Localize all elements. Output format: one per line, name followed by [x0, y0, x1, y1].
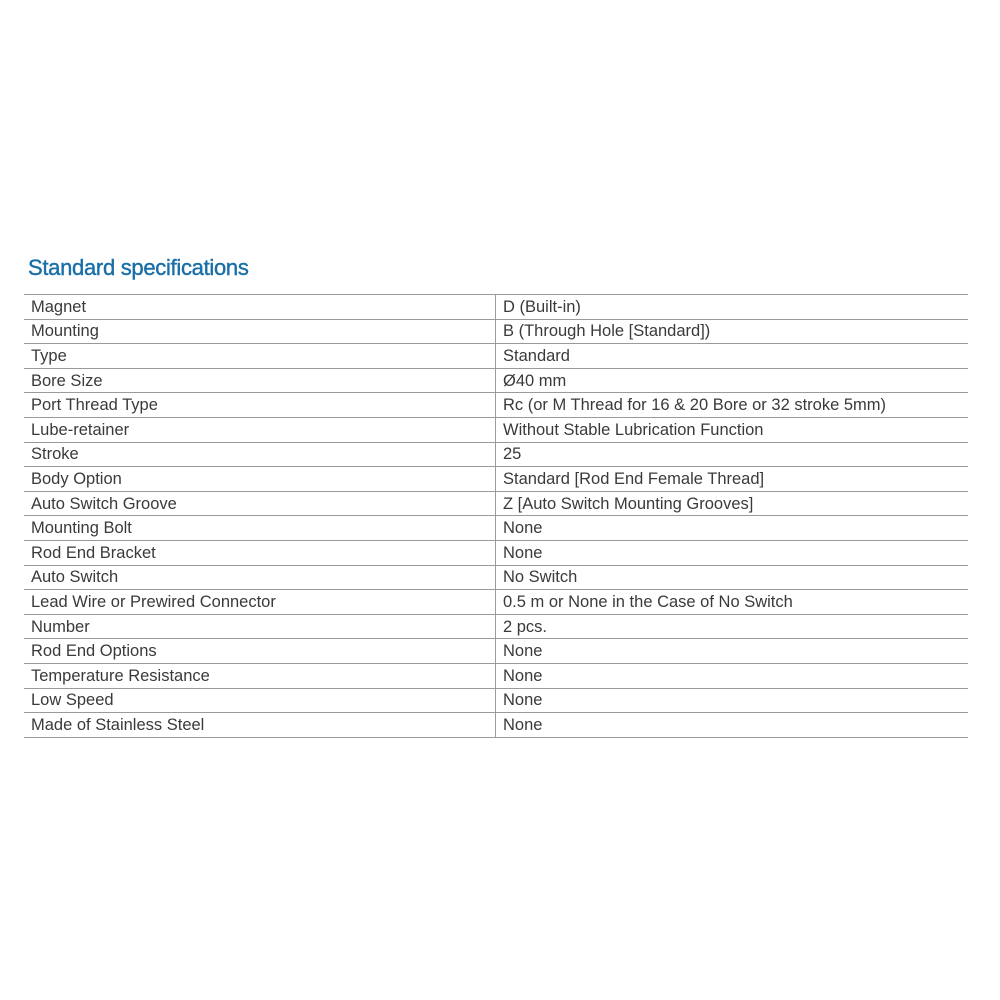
- spec-label: Auto Switch Groove: [24, 491, 496, 516]
- table-row: [24, 295, 968, 320]
- spec-value: B (Through Hole [Standard]): [496, 319, 969, 344]
- spec-value: 2 pcs.: [496, 614, 969, 639]
- spec-label: Type: [24, 344, 496, 369]
- spec-value: Ø40 mm: [496, 368, 969, 393]
- spec-value: 25: [496, 442, 969, 467]
- spec-label: Lead Wire or Prewired Connector: [24, 590, 496, 615]
- spec-label: Bore Size: [24, 368, 496, 393]
- spec-label: Auto Switch: [24, 565, 496, 590]
- table-row: [24, 319, 968, 344]
- spec-label: Magnet: [24, 295, 496, 320]
- spec-value: None: [496, 663, 969, 688]
- table-row: [24, 368, 968, 393]
- spec-value: Z [Auto Switch Mounting Grooves]: [496, 491, 969, 516]
- table-row: [24, 713, 968, 738]
- table-row: [24, 516, 968, 541]
- spec-table: [24, 294, 968, 738]
- spec-label: Mounting: [24, 319, 496, 344]
- spec-label: Temperature Resistance: [24, 663, 496, 688]
- spec-label: Rod End Options: [24, 639, 496, 664]
- spec-value: Without Stable Lubrication Function: [496, 417, 969, 442]
- table-row: [24, 639, 968, 664]
- table-row: [24, 614, 968, 639]
- spec-value: Rc (or M Thread for 16 & 20 Bore or 32 stroke 5mm): [496, 393, 969, 418]
- spec-value: Standard [Rod End Female Thread]: [496, 467, 969, 492]
- spec-table-body: [24, 295, 968, 738]
- spec-label: Body Option: [24, 467, 496, 492]
- spec-label: Low Speed: [24, 688, 496, 713]
- table-row: [24, 540, 968, 565]
- spec-label: Lube-retainer: [24, 417, 496, 442]
- table-row: [24, 467, 968, 492]
- table-row: [24, 344, 968, 369]
- spec-value: None: [496, 639, 969, 664]
- table-row: [24, 590, 968, 615]
- spec-value: None: [496, 688, 969, 713]
- table-row: [24, 663, 968, 688]
- spec-value: None: [496, 540, 969, 565]
- table-row: [24, 688, 968, 713]
- spec-value: None: [496, 516, 969, 541]
- spec-label: Stroke: [24, 442, 496, 467]
- table-row: [24, 393, 968, 418]
- spec-value: 0.5 m or None in the Case of No Switch: [496, 590, 969, 615]
- table-row: [24, 442, 968, 467]
- spec-value: None: [496, 713, 969, 738]
- section-title: Standard specifications: [28, 255, 249, 280]
- spec-label: Made of Stainless Steel: [24, 713, 496, 738]
- spec-label: Mounting Bolt: [24, 516, 496, 541]
- table-row: [24, 491, 968, 516]
- spec-label: Number: [24, 614, 496, 639]
- spec-value: D (Built-in): [496, 295, 969, 320]
- table-row: [24, 565, 968, 590]
- spec-label: Port Thread Type: [24, 393, 496, 418]
- spec-value: Standard: [496, 344, 969, 369]
- table-row: [24, 417, 968, 442]
- spec-value: No Switch: [496, 565, 969, 590]
- spec-label: Rod End Bracket: [24, 540, 496, 565]
